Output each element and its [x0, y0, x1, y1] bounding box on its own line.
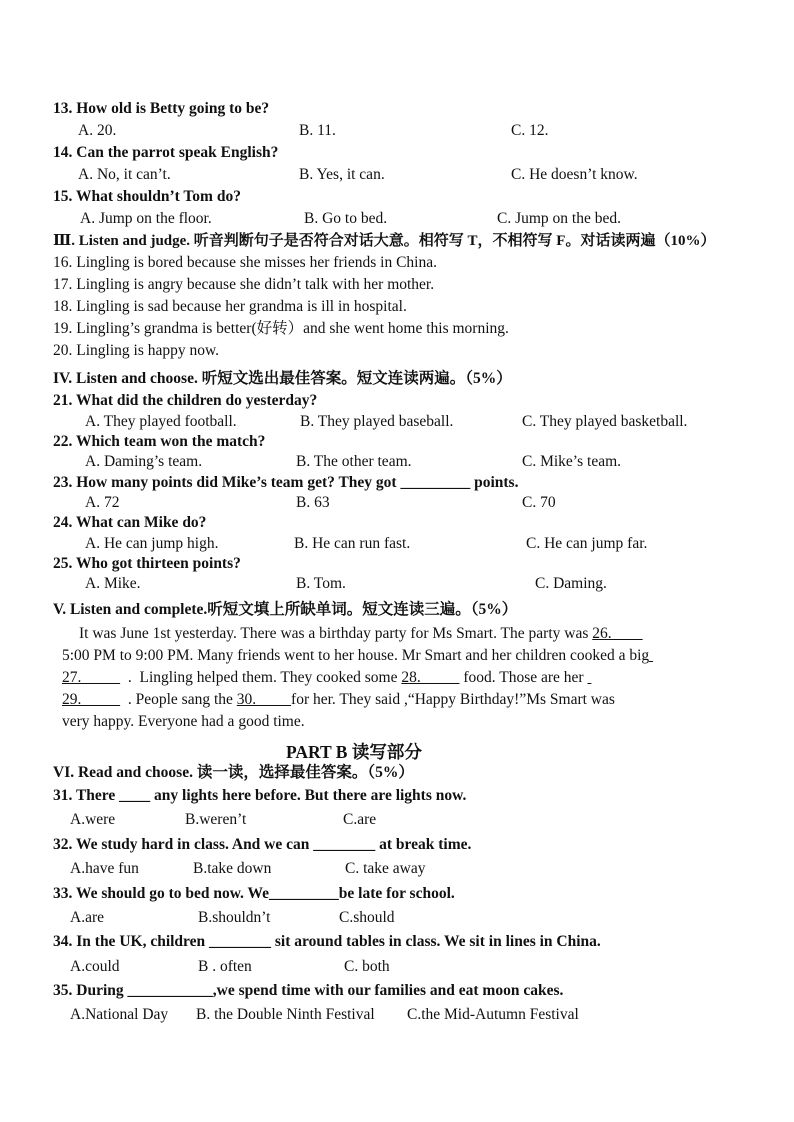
option-c: C. 12. [511, 122, 549, 139]
blank-28: 28. [401, 669, 460, 686]
passage-text: for her. They said ,“Happy Birthday!”Ms Smart was [291, 691, 615, 708]
section-3-heading [0, 230, 794, 252]
question-22-options [0, 451, 794, 473]
blank-27: 27. [62, 669, 121, 686]
question-21-options [0, 411, 794, 433]
question-34-options [0, 956, 794, 978]
option-b: B.take down [193, 860, 272, 877]
question-stem: 14. Can the parrot speak English? [53, 144, 279, 161]
passage-text: 5:00 PM to 9:00 PM. Many friends went to her house. Mr Smart and her children cooked a big [62, 647, 650, 664]
question-stem: 35. During ___________,we spend time with our families and eat moon cakes. [53, 982, 564, 999]
question-34 [0, 931, 794, 953]
section-title: V. Listen and complete.听短文填上所缺单词。短文连读三遍。（5%） [53, 601, 518, 618]
option-a: A.are [70, 909, 104, 926]
question-23-options [0, 492, 794, 514]
question-33-options [0, 907, 794, 929]
option-a: A. Daming’s team. [85, 453, 203, 470]
question-24 [0, 512, 794, 534]
judge-text: 20. Lingling is happy now. [53, 342, 220, 359]
option-b: B. the Double Ninth Festival [196, 1006, 375, 1023]
judge-text: 16. Lingling is bored because she misses her friends in China. [53, 254, 437, 271]
question-14-options [0, 164, 794, 186]
question-21 [0, 390, 794, 412]
option-c: C. take away [345, 860, 426, 877]
passage-text: very happy. Everyone had a good time. [62, 713, 305, 730]
question-stem: 33. We should go to bed now. We_________be late for school. [53, 885, 455, 902]
option-a: A. 20. [78, 122, 117, 139]
blank-line [649, 647, 653, 664]
option-b: B. 11. [299, 122, 336, 139]
part-title: PART B 读写部分 [286, 742, 422, 762]
blank-29: 29. [62, 691, 121, 708]
option-c: C. He doesn’t know. [511, 166, 638, 183]
judge-item-16 [0, 252, 794, 274]
option-b: B. He can run fast. [294, 535, 411, 552]
question-31 [0, 785, 794, 807]
option-b: B . often [198, 958, 252, 975]
question-24-options [0, 533, 794, 555]
option-b: B. The other team. [296, 453, 412, 470]
passage-line-5 [0, 711, 794, 733]
option-b: B. Yes, it can. [299, 166, 385, 183]
option-a: A.have fun [70, 860, 139, 877]
passage-line-2 [0, 645, 794, 667]
passage-line-1 [0, 623, 794, 645]
judge-text: 19. Lingling’s grandma is better(好转）and she went home this morning. [53, 320, 509, 337]
passage-text: . People sang the [120, 691, 237, 708]
passage-text: . Lingling helped them. They cooked some [120, 669, 402, 686]
passage-line-4 [0, 689, 794, 711]
question-stem: 13. How old is Betty going to be? [53, 100, 270, 117]
question-25 [0, 553, 794, 575]
judge-item-18 [0, 296, 794, 318]
question-23 [0, 472, 794, 494]
option-c: C. 70 [522, 494, 556, 511]
question-13 [0, 98, 794, 120]
option-a: A.National Day [70, 1006, 169, 1023]
section-title: IV. Listen and choose. 听短文选出最佳答案。短文连读两遍。（5%） [53, 370, 512, 387]
passage-text: It was June 1st yesterday. There was a birthday party for Ms Smart. The party was [79, 625, 593, 642]
question-32 [0, 834, 794, 856]
passage-text: food. Those are her [459, 669, 588, 686]
question-31-options [0, 809, 794, 831]
question-15 [0, 186, 794, 208]
option-a: A. No, it can’t. [78, 166, 171, 183]
option-c: C. both [344, 958, 390, 975]
option-a: A. They played football. [85, 413, 237, 430]
option-b: B. 63 [296, 494, 330, 511]
option-c: C.the Mid-Autumn Festival [407, 1006, 579, 1023]
judge-text: 17. Lingling is angry because she didn’t talk with her mother. [53, 276, 435, 293]
blank-26: 26. [592, 625, 643, 642]
question-35-options [0, 1004, 794, 1026]
judge-text: 18. Lingling is sad because her grandma is ill in hospital. [53, 298, 407, 315]
question-stem: 32. We study hard in class. And we can ________ at break time. [53, 836, 472, 853]
option-b: B. Tom. [296, 575, 346, 592]
option-a: A. He can jump high. [85, 535, 219, 552]
question-14 [0, 142, 794, 164]
question-22 [0, 431, 794, 453]
option-c: C. Jump on the bed. [497, 210, 621, 227]
question-32-options [0, 858, 794, 880]
judge-item-19 [0, 318, 794, 340]
question-stem: 25. Who got thirteen points? [53, 555, 241, 572]
part-b-heading [0, 740, 794, 764]
option-b: B. They played baseball. [300, 413, 454, 430]
option-b: B.weren’t [185, 811, 247, 828]
judge-item-17 [0, 274, 794, 296]
question-stem: 31. There ____ any lights here before. But there are lights now. [53, 787, 467, 804]
option-b: B.shouldn’t [198, 909, 271, 926]
question-13-options [0, 120, 794, 142]
option-a: A. 72 [85, 494, 120, 511]
option-c: C.should [339, 909, 395, 926]
section-title: VI. Read and choose. 读一读，选择最佳答案。（5%） [53, 764, 414, 781]
section-4-heading [0, 368, 794, 390]
section-title: Ⅲ. Listen and judge. 听音判断句子是否符合对话大意。相符写 T，不相符写 F。对话读两遍（10%） [53, 233, 716, 249]
option-c: C. He can jump far. [526, 535, 648, 552]
option-a: A.could [70, 958, 120, 975]
option-b: B. Go to bed. [304, 210, 388, 227]
question-stem: 21. What did the children do yesterday? [53, 392, 318, 409]
option-a: A. Jump on the floor. [80, 210, 212, 227]
question-25-options [0, 573, 794, 595]
option-c: C.are [343, 811, 377, 828]
judge-item-20 [0, 340, 794, 362]
option-a: A. Mike. [85, 575, 141, 592]
option-a: A.were [70, 811, 116, 828]
question-15-options [0, 208, 794, 230]
passage-line-3 [0, 667, 794, 689]
question-stem: 34. In the UK, children ________ sit around tables in class. We sit in lines in China. [53, 933, 601, 950]
question-stem: 15. What shouldn’t Tom do? [53, 188, 241, 205]
blank-line [587, 669, 591, 686]
option-c: C. Mike’s team. [522, 453, 622, 470]
section-6-heading [0, 762, 794, 784]
question-33 [0, 883, 794, 905]
question-stem: 22. Which team won the match? [53, 433, 266, 450]
option-c: C. Daming. [535, 575, 607, 592]
section-5-heading [0, 599, 794, 621]
option-c: C. They played basketball. [522, 413, 688, 430]
question-stem: 23. How many points did Mike’s team get? They got _________ points. [53, 474, 519, 491]
question-stem: 24. What can Mike do? [53, 514, 207, 531]
blank-30: 30. [236, 691, 292, 708]
question-35 [0, 980, 794, 1002]
